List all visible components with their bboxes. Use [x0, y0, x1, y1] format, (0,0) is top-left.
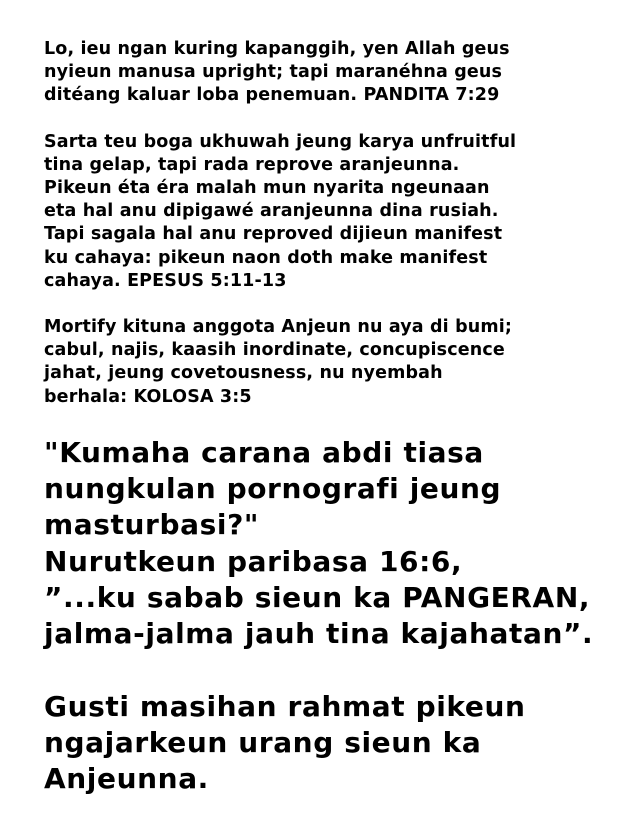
prayer-text: Gusti masihan rahmat pikeun ngajarkeun urang sieun ka Anjeunna.: [44, 689, 526, 796]
scripture-passage-pandita: Lo, ieu ngan kuring kapanggih, yen Allah geus nyieun manusa upright; tapi maranéhna geus ditéang kaluar loba penemuan. PANDITA 7:29: [44, 39, 510, 106]
scripture-passage-kolosa: Mortify kituna anggota Anjeun nu aya di bumi; cabul, najis, kaasih inordinate, concupiscence jahat, jeung covetousness, nu nyembah berhala: KOLOSA 3:5: [44, 317, 513, 407]
document-page: [44, 38, 624, 798]
question-heading: "Kumaha carana abdi tiasa nungkulan pornografi jeung masturbasi?" Nurutkeun paribasa 16:6, ”...ku sabab sieun ka PANGERAN, jalma-jalma jauh tina kajahatan”.: [44, 435, 594, 651]
scripture-passage-epesus: Sarta teu boga ukhuwah jeung karya unfruitful tina gelap, tapi rada reprove aranjeunna. Pikeun éta éra malah mun nyarita ngeunaan eta hal anu dipigawé aranjeunna dina rusiah. Tapi sagala hal anu reproved dijieun manifest ku cahaya: pikeun naon doth make manifest cahaya. EPESUS 5:11-13: [44, 131, 517, 291]
